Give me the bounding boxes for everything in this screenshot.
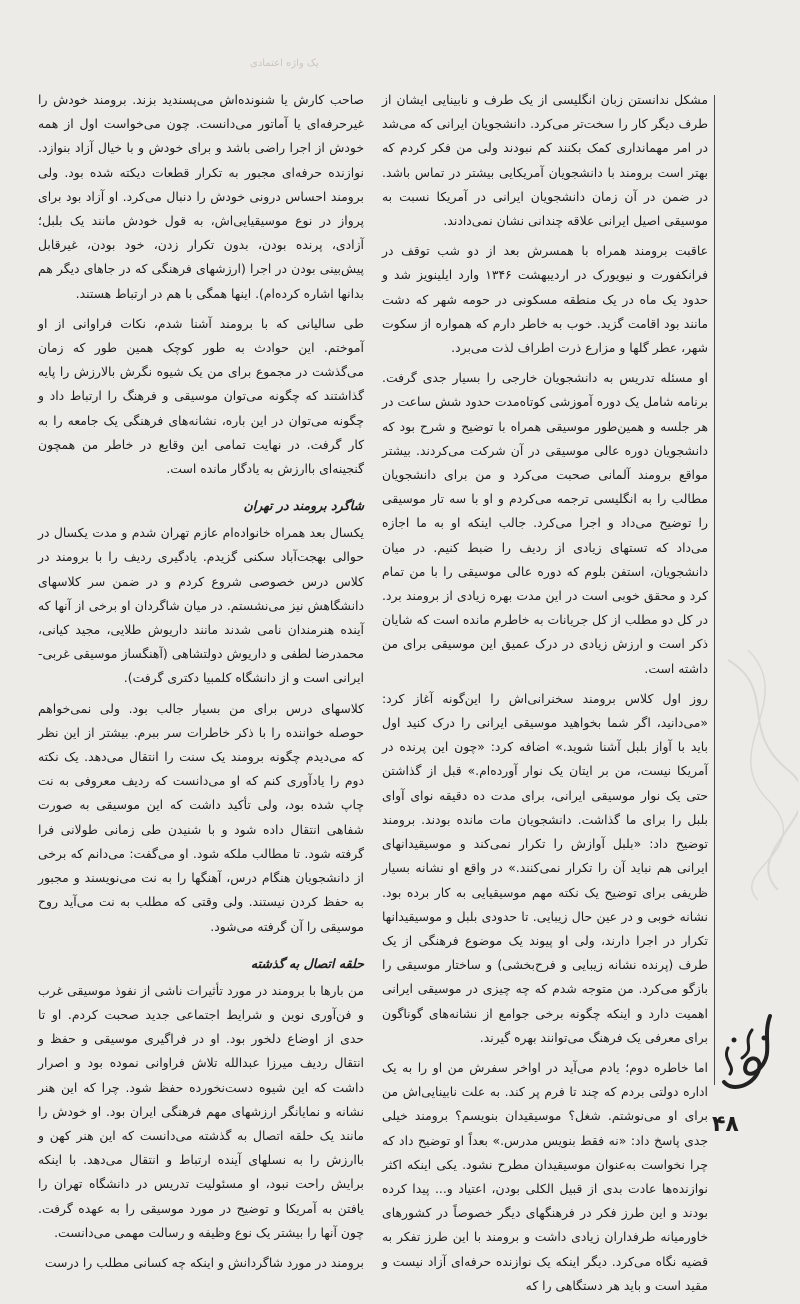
paragraph: طی سالیانی که با برومند آشنا شدم، نکات فراوانی از او آموختم. این حوادث به طور کوچک همین طور که زمان می‌گذشت در مجموع برای من یک شیوه نگرش بالارزش را پایه گذاشتند که چگونه می‌توان موسیقی و فرهنگ را ارتباط داد و چگونه می‌توان در این باره، نشانه‌های فرهنگی یک جامعه را به کار گرفت. در نهایت تمامی این وقایع در خاطر من همچون گنجینه‌ای باارزش به یادگار مانده است.	[38, 315, 364, 477]
paragraph: من بارها با برومند در مورد تأثیرات ناشی از نفوذ موسیقی غرب و فن‌آوری نوین و شرایط اجتماعی جدید صحبت کردم. او تا حدی از اوضاع دلخور بود. او در فراگیری موسیقی و حفظ و انتقال ردیف میرزا عبدالله تلاش فراوانی نموده بود و اصرار داشت که این شیوه دست‌نخورده حفظ شود. چرا که این هنر نشانه و نمایانگر ارزشهای مهم فرهنگی ایران بود. او خودش را مانند یک حلقه اتصال به گذشته می‌دانست که این هنر کهن و باارزش را به نسلهای آینده ارتباط و انتقال می‌دهد. با اینکه برایش راحت نبود، او مسئولیت تدریس در دانشگاه تهران را یافتن به آمریکا و توضیح در مورد موسیقی را به عهده گرفت. چون آنها را بیشتر یک نوع وظیفه و رسالت مهمی می‌دانست.	[38, 982, 364, 1240]
faded-header-text: یک واژه اعتمادی	[250, 58, 319, 69]
kerman-calligraphy-logo	[712, 1008, 782, 1108]
paragraph: روز اول کلاس برومند سخنرانی‌اش را این‌گونه آغاز کرد: «می‌دانید، اگر شما بخواهید موسیقی ایرانی را درک کنید اول باید با آواز بلبل آشنا شوید.» اضافه کرد: «چون این پرنده در آمریکا نیست، من بر ایتان یک نوار آورده‌ام.» قبل از گذاشتن حتی یک نوار موسیقی ایرانی، برای مدت ده دقیقه نوای آوای بلبل را برای ما گذاشت. دانشجویان مات مانده بودند. برومند توضیح داد: «بلبل آوازش را تکرار نمی‌کند و موسیقیدانهای ایرانی هم نباید آن را تکرار نمی‌کنند.» در واقع او نشانه بسیار ظریفی برای توضیح یک نکته مهم موسیقیایی به کار برده بود. نشانه خوبی و در عین حال زیبایی. تا حدودی بلبل و موسیقیدانها تکرار در اجرا دارند، ولی او پیوند یک موضوع فرهنگی از یک طرف (پرنده نشانه زیبایی و فرح‌بخشی) و ساختار موسیقی را بازگو می‌کرد. من متوجه شدم که چه چیزی در موسیقی ایرانی اهمیت دارد و اینکه چگونه برخی جوامع از نشانه‌های گوناگون برای معرفی یک فرهنگ می‌توانند بهره گیرند.	[382, 690, 708, 1045]
paragraph: برومند در مورد شاگردانش و اینکه چه کسانی مطلب را درست	[44, 1254, 364, 1270]
paragraph: یکسال بعد همراه خانواده‌ام عازم تهران شدم و مدت یکسال در حوالی بهجت‌آباد سکنی گزیدم. یادگیری ردیف را با برومند در کلاس درس خصوصی شروع کردم و در ضمن سر کلاسهای دانشگاهش نیز می‌نشستم. در میان شاگردان او برخی از آنها که آینده هنرمندان نامی شدند مانند داریوش طلایی، مجید کیانی، محمدرضا لطفی و داریوش دولتشاهی (آهنگساز موسیقی غربی-ایرانی است و از دانشگاه کلمبیا دکتری گرفت).	[38, 525, 364, 686]
section-heading: حلقه اتصال به گذشته	[250, 955, 364, 971]
vertical-rule	[714, 95, 715, 1085]
decorative-pattern	[718, 650, 798, 900]
paragraph: مشکل ندانستن زبان انگلیسی از یک طرف و نابینایی ایشان از طرف دیگر کار را سخت‌تر می‌کرد. دانشجویان ایرانی که می‌شد در امر مهمانداری کمک بکنند کم نبودند ولی من فکر کردم که بهتر است برومند با دانشجویان آمریکایی بیشتر در تماس باشد. در ضمن در آن زمان دانشجویان ایرانی در آمریکا نسبت به موسیقی اصیل ایرانی علاقه چندانی نشان نمی‌دادند.	[382, 92, 708, 229]
paragraph: عاقبت برومند همراه با همسرش بعد از دو شب توقف در فرانکفورت و نیویورک در اردیبهشت ۱۳۴۶ وارد ایلینویز شد و حدود یک ماه در یک منطقه مسکونی در حومه شهر که دشت مانند بود اقامت گزید. خوب به خاطر دارم که همواره از سکوت شهر، عطر گلها و مزارع ذرت اطراف لذت می‌برد.	[382, 243, 708, 356]
right-column	[382, 88, 708, 1304]
paragraph: او مسئله تدریس به دانشجویان خارجی را بسیار جدی گرفت. برنامه شامل یک دوره آموزشی کوتاه‌مدت حدود شش ساعت در هر جلسه و همین‌طور موسیقی همراه با توضیح و شرح بود که دانشجویان دوره عالی موسیقی در آن شرکت می‌کردند. بیشتر مواقع برومند آلمانی صحبت می‌کرد و من برای دانشجویان مطالب را به انگلیسی ترجمه می‌کردم و او با سه تار موسیقی را توضیح می‌داد و اجرا می‌کرد. جالب اینکه او به ما اجازه می‌داد که تستهای زیادی از ردیف را ضبط کنیم. در میان دانشجویان، استفن بلوم که دوره عالی موسیقی را با من تمام کرد و محقق خوبی است در این مدت بهره زیادی از برومند برد. در کل دو مطلب از کل جریانات به خاطرم مانده است که شایان ذکر است و ارزش زیادی در درک عمیق این موسیقی برای من داشته است.	[382, 370, 708, 676]
paragraph: کلاسهای درس برای من بسیار جالب بود. ولی نمی‌خواهم حوصله خواننده را با ذکر خاطرات سر ببرم. بیشتر از این نظر که می‌دیدم چگونه برومند یک سنت را انتقال می‌دهد. یک نکته دوم را یادآوری کنم که او می‌دانست که ردیف معروفی به نت چاپ شده بود، ولی تأکید داشت که این موسیقی به صورت شفاهی انتقال داده شود و با شنیدن طی زمانی طولانی فرا گرفته شود. تا مطالب ملکه شود. او می‌گفت: می‌دانم که برخی از دانشجویان هنگام درس، آهنگها را به نت می‌نویسند و مجبور به حفظ کردن نیستند. ولی وقتی که مطلب به نت می‌آید روح موسیقی را آن گرفته می‌شود.	[38, 700, 364, 934]
left-column	[38, 88, 364, 1281]
page-number: ۴۸	[712, 1112, 739, 1137]
paragraph: اما خاطره دوم؛ یادم می‌آید در اواخر سفرش من او را به یک اداره دولتی بردم که چند تا فرم پر کند. به علت نابینایی‌اش من برای او می‌نوشتم. شغل؟ موسیقیدان بنویسم؟ برومند خیلی جدی پاسخ داد: «نه فقط بنویس مدرس.» بعداً او توضیح داد که چرا نخواست به‌عنوان موسیقیدان مطرح نشود. یکی اینکه اکثر نوازنده‌ها عادت بدی از قبیل الکلی بودن، اعتیاد و... پیدا کرده بودند و این طرز فکر در فرهنگهای دیگر خصوصاً در کشورهای خاورمیانه طرفداران زیادی داشت و برومند با این طرز تفکر به قضیه نگاه می‌کرد. دیگر اینکه یک نوازنده حرفه‌ای آزاد نیست و مقید است و باید هر دستگاهی را که	[382, 1059, 708, 1293]
paragraph: صاحب کارش یا شنونده‌اش می‌پسندید بزند. برومند خودش را غیرحرفه‌ای یا آماتور می‌دانست. چون می‌خواست اول از همه خودش از اجرا راضی باشد و برای خودش و با خیال آزاد بنوازد. نوازنده حرفه‌ای مجبور به تکرار قطعات دیکته شده بود. ولی برومند احساس درونی خودش را دنبال می‌کرد. او آزاد بود برای پرواز در نوع موسیقیایی‌اش، به قول خودش مانند یک بلبل؛ آزادی، پرنده بودن، بدون تکرار زدن، خود بودن، غیرقابل پیش‌بینی بودن در اجرا (ارزشهای فرهنگی که در جاهای دیگر هم بدانها اشاره کرده‌ام). اینها همگی با هم در ارتباط هستند.	[38, 92, 364, 301]
section-heading: شاگرد برومند در تهران	[243, 498, 364, 514]
